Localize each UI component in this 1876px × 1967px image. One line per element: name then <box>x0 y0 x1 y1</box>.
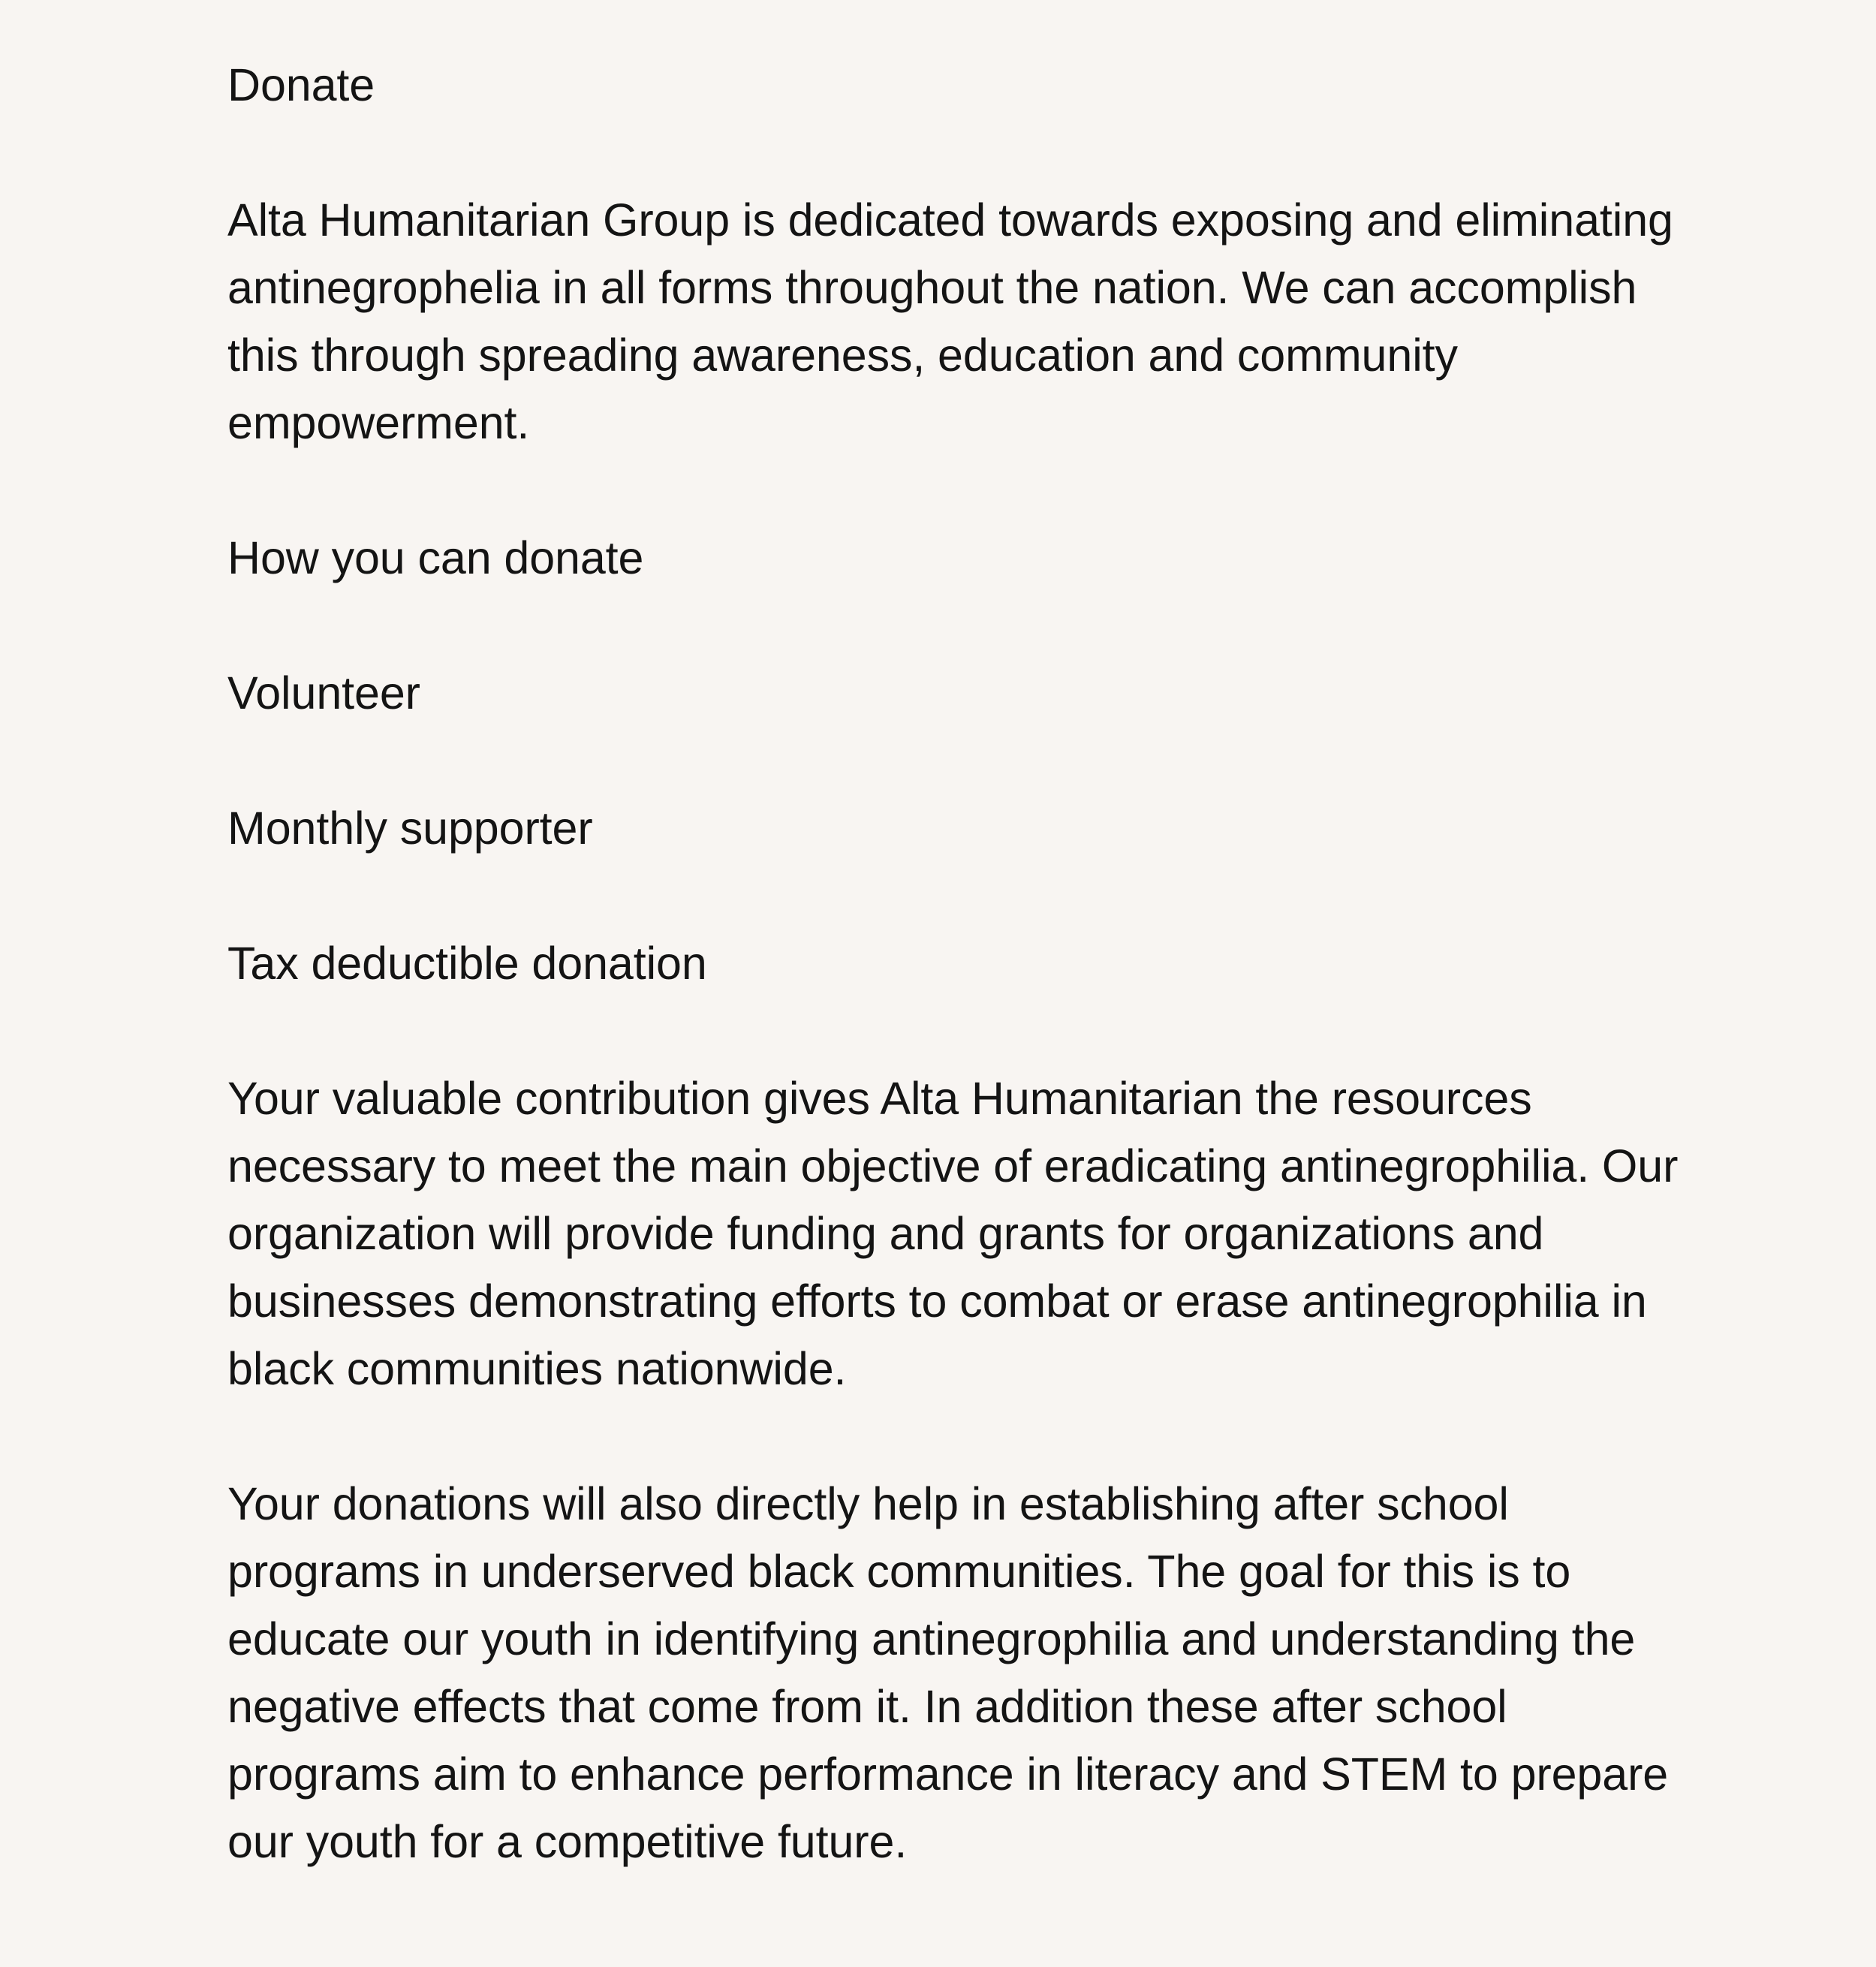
contribution-line: organization will provide funding and grants for organizations and <box>227 1208 1544 1259</box>
contribution-paragraph <box>227 1065 1729 1402</box>
contribution-line: black communities nationwide. <box>227 1343 847 1394</box>
option-monthly-supporter <box>227 794 1729 862</box>
programs-line: Your donations will also directly help in establishing after school <box>227 1478 1509 1529</box>
option-monthly-supporter-text: Monthly supporter <box>227 803 593 854</box>
donate-page-content <box>227 51 1729 1943</box>
page-title <box>227 51 1729 119</box>
intro-line: Alta Humanitarian Group is dedicated towards exposing and eliminating <box>227 194 1673 245</box>
programs-line: programs in underserved black communities. The goal for this is to <box>227 1546 1571 1597</box>
programs-line: negative effects that come from it. In addition these after school <box>227 1681 1507 1732</box>
how-to-donate-heading <box>227 524 1729 592</box>
programs-line: our youth for a competitive future. <box>227 1816 908 1867</box>
programs-line: programs aim to enhance performance in literacy and STEM to prepare <box>227 1749 1669 1800</box>
programs-paragraph <box>227 1470 1729 1875</box>
contribution-line: necessary to meet the main objective of eradicating antinegrophilia. Our <box>227 1140 1679 1191</box>
intro-line: empowerment. <box>227 397 530 448</box>
option-volunteer <box>227 659 1729 727</box>
intro-paragraph <box>227 186 1729 456</box>
contribution-line: businesses demonstrating efforts to combat or erase antinegrophilia in <box>227 1276 1647 1327</box>
page-title-text: Donate <box>227 59 375 110</box>
programs-line: educate our youth in identifying antinegrophilia and understanding the <box>227 1613 1636 1664</box>
contribution-line: Your valuable contribution gives Alta Humanitarian the resources <box>227 1073 1532 1124</box>
option-tax-deductible-donation-text: Tax deductible donation <box>227 938 707 989</box>
intro-line: this through spreading awareness, education and community <box>227 330 1458 381</box>
intro-line: antinegrophelia in all forms throughout the nation. We can accomplish <box>227 262 1637 313</box>
option-tax-deductible-donation <box>227 929 1729 997</box>
how-to-donate-heading-text: How you can donate <box>227 532 644 583</box>
option-volunteer-text: Volunteer <box>227 667 420 718</box>
